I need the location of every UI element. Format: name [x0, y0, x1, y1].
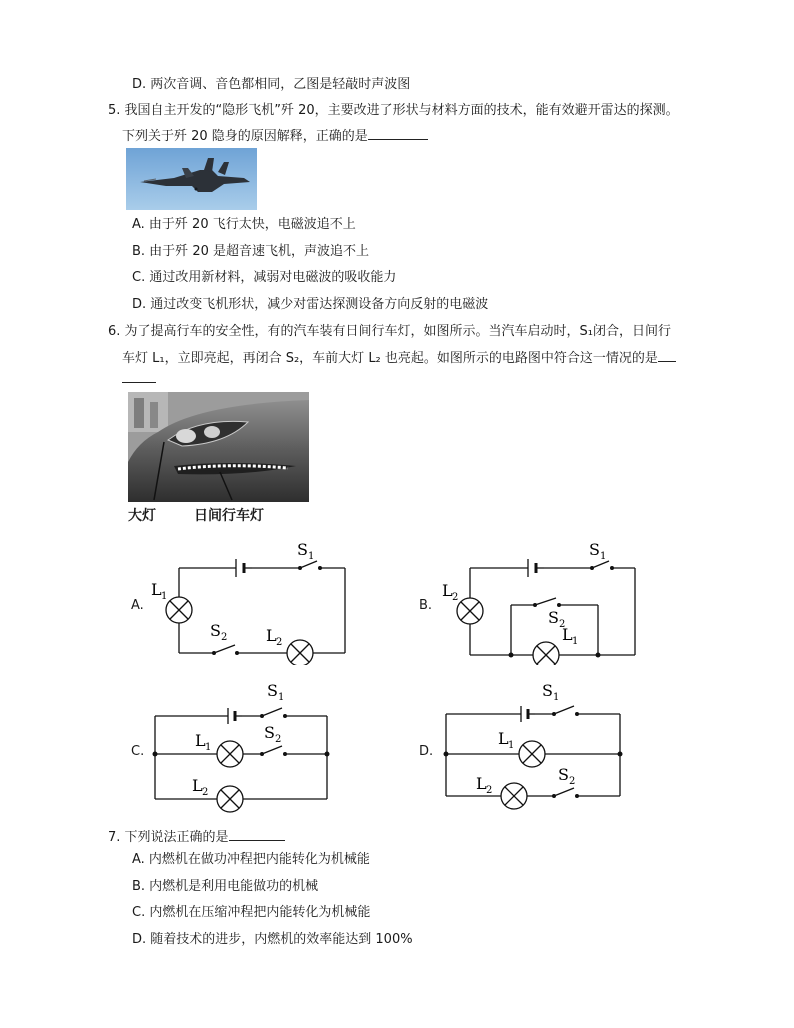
- b-s2-label: S: [548, 608, 559, 627]
- c-l1-label: L: [195, 731, 206, 750]
- a-s2-label: S: [210, 621, 221, 640]
- svg-text:2: 2: [486, 785, 493, 796]
- q7-option-b: B. 内燃机是利用电能做功的机械: [132, 879, 319, 894]
- svg-text:1: 1: [600, 551, 607, 562]
- q7-option-a: A. 内燃机在做功冲程把内能转化为机械能: [132, 852, 370, 867]
- svg-text:2: 2: [276, 637, 283, 648]
- svg-text:2: 2: [221, 632, 228, 643]
- q5-answer-blank: [368, 127, 428, 140]
- c-s1-label: S: [267, 681, 278, 700]
- svg-text:1: 1: [205, 742, 212, 753]
- circuit-a-diagram: [140, 535, 355, 665]
- q6-stem-line2: 车灯 L₁，立即亮起，再闭合 S₂，车前大灯 L₂ 也亮起。如图所示的电路图中符合这一情况的是: [122, 349, 676, 367]
- c-s2-label: S: [264, 723, 275, 742]
- q7-option-c: C. 内燃机在压缩冲程把内能转化为机械能: [132, 905, 371, 920]
- a-s1-label: S: [297, 540, 308, 559]
- circuit-d-label: D.: [419, 744, 434, 759]
- label-headlight: 大灯: [128, 508, 156, 524]
- b-l1-label: L: [562, 625, 573, 644]
- a-l1-label: L: [151, 580, 162, 599]
- j20-jet-photo: [126, 148, 257, 210]
- q7-option-d: D. 随着技术的进步，内燃机的效率能达到 100%: [132, 932, 413, 947]
- q6-stem-line1: 6. 为了提高行车的安全性，有的汽车装有日间行车灯，如图所示。当汽车启动时，S₁闭合，日间行: [108, 324, 671, 339]
- label-daytime-running-light: 日间行车灯: [194, 508, 264, 524]
- q6-answer-blank-continued: [122, 370, 156, 388]
- c-l2-label: L: [192, 776, 203, 795]
- circuit-b-diagram: [432, 535, 647, 665]
- svg-text:1: 1: [308, 551, 315, 562]
- svg-text:1: 1: [553, 692, 560, 703]
- d-s1-label: S: [542, 681, 553, 700]
- q5-stem-line1: 5. 我国自主开发的“隐形飞机”歼 20，主要改进了形状与材料方面的技术，能有效避开雷达的探测。: [108, 103, 679, 118]
- circuit-a-label: A.: [131, 598, 144, 613]
- q7-answer-blank: [229, 828, 285, 841]
- q5-option-b: B. 由于歼 20 是超音速飞机，声波追不上: [132, 244, 369, 259]
- svg-text:1: 1: [278, 692, 285, 703]
- svg-text:1: 1: [572, 636, 579, 647]
- car-daytime-light-photo: [128, 392, 309, 502]
- svg-text:2: 2: [559, 619, 566, 630]
- q5-stem-line2: 下列关于歼 20 隐身的原因解释，正确的是: [122, 127, 428, 145]
- svg-text:2: 2: [275, 734, 282, 745]
- circuit-c-diagram: [140, 678, 345, 820]
- b-s1-label: S: [589, 540, 600, 559]
- circuit-b-label: B.: [419, 598, 433, 613]
- q5-option-a: A. 由于歼 20 飞行太快，电磁波追不上: [132, 217, 356, 232]
- d-l2-label: L: [476, 774, 487, 793]
- a-l2-label: L: [266, 626, 277, 645]
- svg-text:1: 1: [161, 591, 168, 602]
- q7-stem: 7. 下列说法正确的是: [108, 828, 285, 846]
- svg-text:2: 2: [202, 787, 209, 798]
- svg-text:1: 1: [508, 740, 515, 751]
- d-l1-label: L: [498, 729, 509, 748]
- q5-option-c: C. 通过改用新材料，减弱对电磁波的吸收能力: [132, 270, 397, 285]
- circuit-c-label: C.: [131, 744, 145, 759]
- d-s2-label: S: [558, 765, 569, 784]
- circuit-d-diagram: [432, 678, 637, 820]
- b-l2-label: L: [442, 581, 453, 600]
- q5-option-d: D. 通过改变飞机形状，减少对雷达探测设备方向反射的电磁波: [132, 297, 489, 312]
- q4-option-d: D. 两次音调、音色都相同，乙图是轻敲时声波图: [132, 77, 411, 92]
- q6-answer-blank-a: [658, 349, 676, 362]
- svg-text:2: 2: [569, 776, 576, 787]
- svg-text:2: 2: [452, 592, 459, 603]
